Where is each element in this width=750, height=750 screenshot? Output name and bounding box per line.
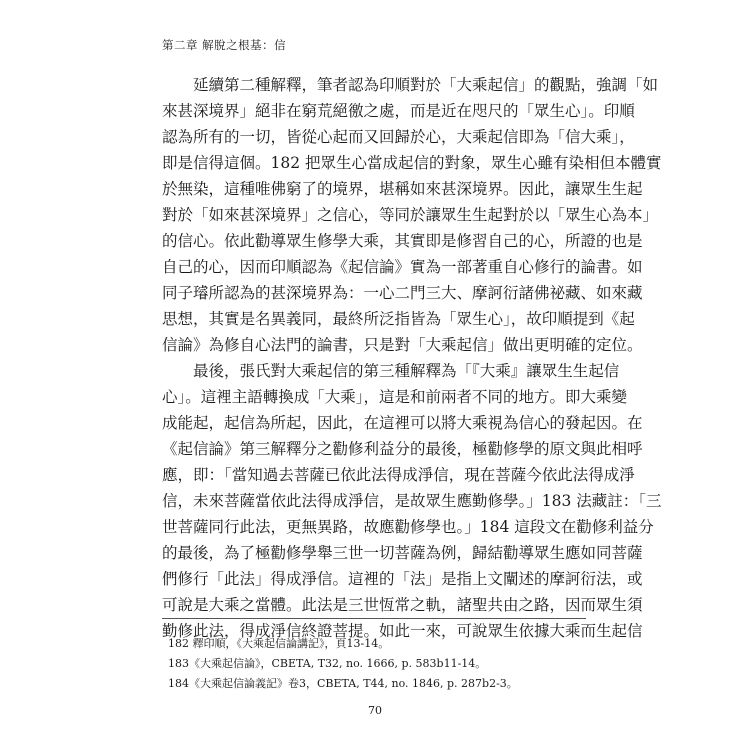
- page-number: 70: [368, 704, 382, 717]
- text-line: 成能起，起信為所起，因此，在這裡可以將大乘視為信心的發起因。在: [162, 414, 643, 432]
- text-line: 自己的心，因而印順認為《起信論》實為一部著重自心修行的論書。如: [162, 258, 643, 276]
- text-line: 信，未來菩薩當依此法得成淨信，是故眾生應勤修學。」183 法藏註：「三: [162, 492, 662, 510]
- text-line: 的信心。依此勸導眾生修學大乘，其實即是修習自己的心，所證的也是: [162, 232, 643, 250]
- text-line: 可說是大乘之當體。此法是三世恆常之軌，諸聖共由之路，因而眾生須: [162, 596, 643, 614]
- text-line: 應，即：「當知過去菩薩已依此法得成淨信，現在菩薩今依此法得成淨: [162, 466, 635, 484]
- text-line: 世菩薩同行此法，更無異路，故應勸修學也。」184 這段文在勸修利益分: [162, 518, 654, 536]
- text-line: 來甚深境界」絕非在窮荒絕徼之處，而是近在咫尺的「眾生心」。印順: [162, 102, 635, 120]
- text-line: 思想，其實是名異義同，最終所泛指皆為「眾生心」，故印順提到《起: [162, 310, 635, 328]
- footnotes: [168, 634, 518, 694]
- footnote-182: 182 釋印順，《大乘起信論講記》，頁13-14。: [168, 637, 390, 650]
- footnote-184: 184《大乘起信論義記》卷3，CBETA, T44, no. 1846, p. 287b2-3。: [168, 677, 518, 690]
- running-header: 第二章 解脫之根基：信: [162, 38, 287, 52]
- body-text: [162, 72, 662, 644]
- text-line: 同子璿所認為的甚深境界為：一心二門三大、摩訶衍諸佛祕藏、如來藏: [162, 284, 643, 302]
- text-line: 認為所有的一切，皆從心起而又回歸於心，大乘起信即為「信大乘」，: [162, 128, 635, 146]
- text-line: 於無染，這種唯佛窮了的境界，堪稱如來甚深境界。因此，讓眾生生起: [162, 180, 643, 198]
- text-line: 信論》為修自心法門的論書，只是對「大乘起信」做出更明確的定位。: [162, 336, 643, 354]
- footnote-183: 183《大乘起信論》，CBETA, T32, no. 1666, p. 583b11-14。: [168, 657, 487, 670]
- footnote-divider: [162, 618, 586, 619]
- text-line: 心」。這裡主語轉換成「大乘」，這是和前兩者不同的地方。即大乘變: [162, 388, 628, 406]
- text-line: 《起信論》第三解釋分之勸修利益分的最後，極勸修學的原文與此相呼: [162, 440, 643, 458]
- text-line: 對於「如來甚深境界」之信心，等同於讓眾生生起對於以「眾生心為本」: [162, 206, 659, 224]
- text-line: 們修行「此法」得成淨信。這裡的「法」是指上文闡述的摩訶衍法，或: [162, 570, 643, 588]
- text-line: 最後，張氏對大乘起信的第三種解釋為「『大乘』讓眾生生起信: [193, 362, 620, 380]
- text-line: 延續第二種解釋，筆者認為印順對於「大乘起信」的觀點，強調「如: [193, 76, 659, 94]
- text-line: 的最後，為了極勸修學舉三世一切菩薩為例，歸結勸導眾生應如同菩薩: [162, 544, 643, 562]
- text-line: 勤修此法，得成淨信終證菩提。如此一來，可說眾生依據大乘而生起信: [162, 622, 643, 640]
- text-line: 即是信得這個。182 把眾生心當成起信的對象，眾生心雖有染相但本體實: [162, 154, 662, 172]
